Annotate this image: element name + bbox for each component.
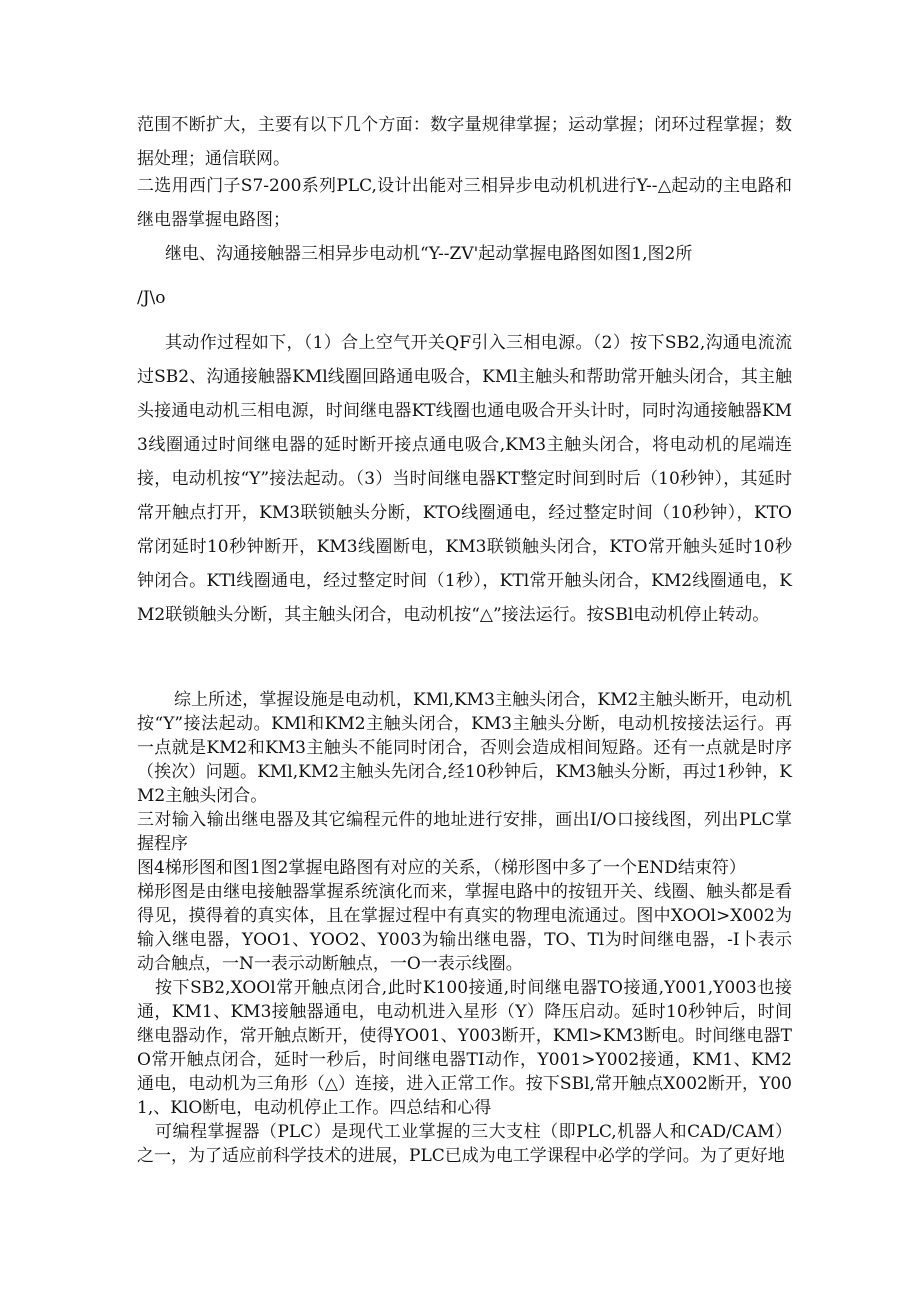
paragraph-section-two-heading: 二选用西门子S7-200系列PLC,设计出能对三相异步电动机机进行Y--△起动的主电路和继电器掌握电路图； — [137, 176, 792, 230]
paragraph-operation-process: 其动作过程如下，（1）合上空气开关QF引入三相电源。（2）按下SB2,沟通电流流过SB2、沟通接触器KMl线圈回路通电吸合，KMl主触头和帮助常开触头闭合，其主触头接通电动机三相电源，时间继电器KT线圈也通电吸合开头计时，同时沟通接触器KM3线圈通过时间继电器的延时断开接点通电吸合,KM3主触头闭合，将电动机的尾端连接，电动机按“Y”接法起动。（3）当时间继电器KT整定时间到时后（10秒钟），其延时常开触点打开，KM3联锁触头分断，KTO线圈通电，经过整定时间（10秒钟），KTO常闭延时10秒钟断开，KM3线圈断电，KM3联锁触头闭合，KTO常开触头延时10秒钟闭合。KTl线圈通电，经过整定时间（1秒），KTl常开触头闭合，KM2线圈通电，KM2联锁触头分断，其主触头闭合，电动机按“△”接法运行。按SBl电动机停止转动。 — [137, 333, 792, 625]
paragraph-figure-reference: 继电、沟通接触器三相异步电动机“Y--ZV'起动掌握电路图如图1,图2所 — [165, 244, 693, 264]
paragraph-summary: 综上所述，掌握设施是电动机，KMl,KM3主触头闭合，KM2主触头断开，电动机按“Y”接法起动。KMl和KM2主触头闭合，KM3主触头分断，电动机按接法运行。再一点就是KM2和KM3主触头不能同时闭合，否则会造成相间短路。还有一点就是时序（挨次）问题。KMl,KM2主触头先闭合,经10秒钟后，KM3触头分断，再过1秒钟，KM2主触头闭合。 — [137, 690, 792, 806]
paragraph-conclusion: 可编程掌握器（PLC）是现代工业掌握的三大支柱（即PLC,机器人和CAD/CAM）之一，为了适应前科学技术的进展，PLC已成为电工学课程中必学的学问。为了更好地 — [137, 1122, 792, 1166]
paragraph-ladder-explanation: 梯形图是由继电接触器掌握系统演化而来，掌握电路中的按钮开关、线圈、触头都是看得见，摸得着的真实体，且在掌握过程中有真实的物理电流通过。图中XOOl>X002为输入继电器，YOO1、YOO2、Y003为输出继电器，TO、Tl为时间继电器，-I卜表示动合触点，一N一表示动断触点，一O一表示线圈。 — [137, 882, 792, 974]
paragraph-scope: 范围不断扩大，主要有以下几个方面：数字量规律掌握；运动掌握；闭环过程掌握；数据处理；通信联网。 — [137, 115, 792, 169]
paragraph-fragment: /J\o — [137, 288, 166, 308]
paragraph-ladder-relation: 图4梯形图和图1图2掌握电路图有对应的关系，（梯形图中多了一个END结束符） — [137, 858, 746, 878]
paragraph-ladder-operation: 按下SB2,XOOl常开触点闭合,此时K100接通,时间继电器TO接通,Y001,Y003也接通，KM1、KM3接触器通电，电动机进入星形（Y）降压启动。延时10秒钟后，时间继电器动作，常开触点断开，使得YO01、Y003断开，KMl>KM3断电。时间继电器TO常开触点闭合，延时一秒后，时间继电器TI动作，Y001>Y002接通，KM1、KM2通电，电动机为三角形（△）连接，进入正常工作。按下SBl,常开触点X002断开，Y001,、KlO断电，电动机停止工作。四总结和心得 — [137, 978, 792, 1118]
paragraph-section-three-heading: 三对输入输出继电器及其它编程元件的地址进行安排，画出I/O口接线图，列出PLC掌握程序 — [137, 810, 792, 854]
